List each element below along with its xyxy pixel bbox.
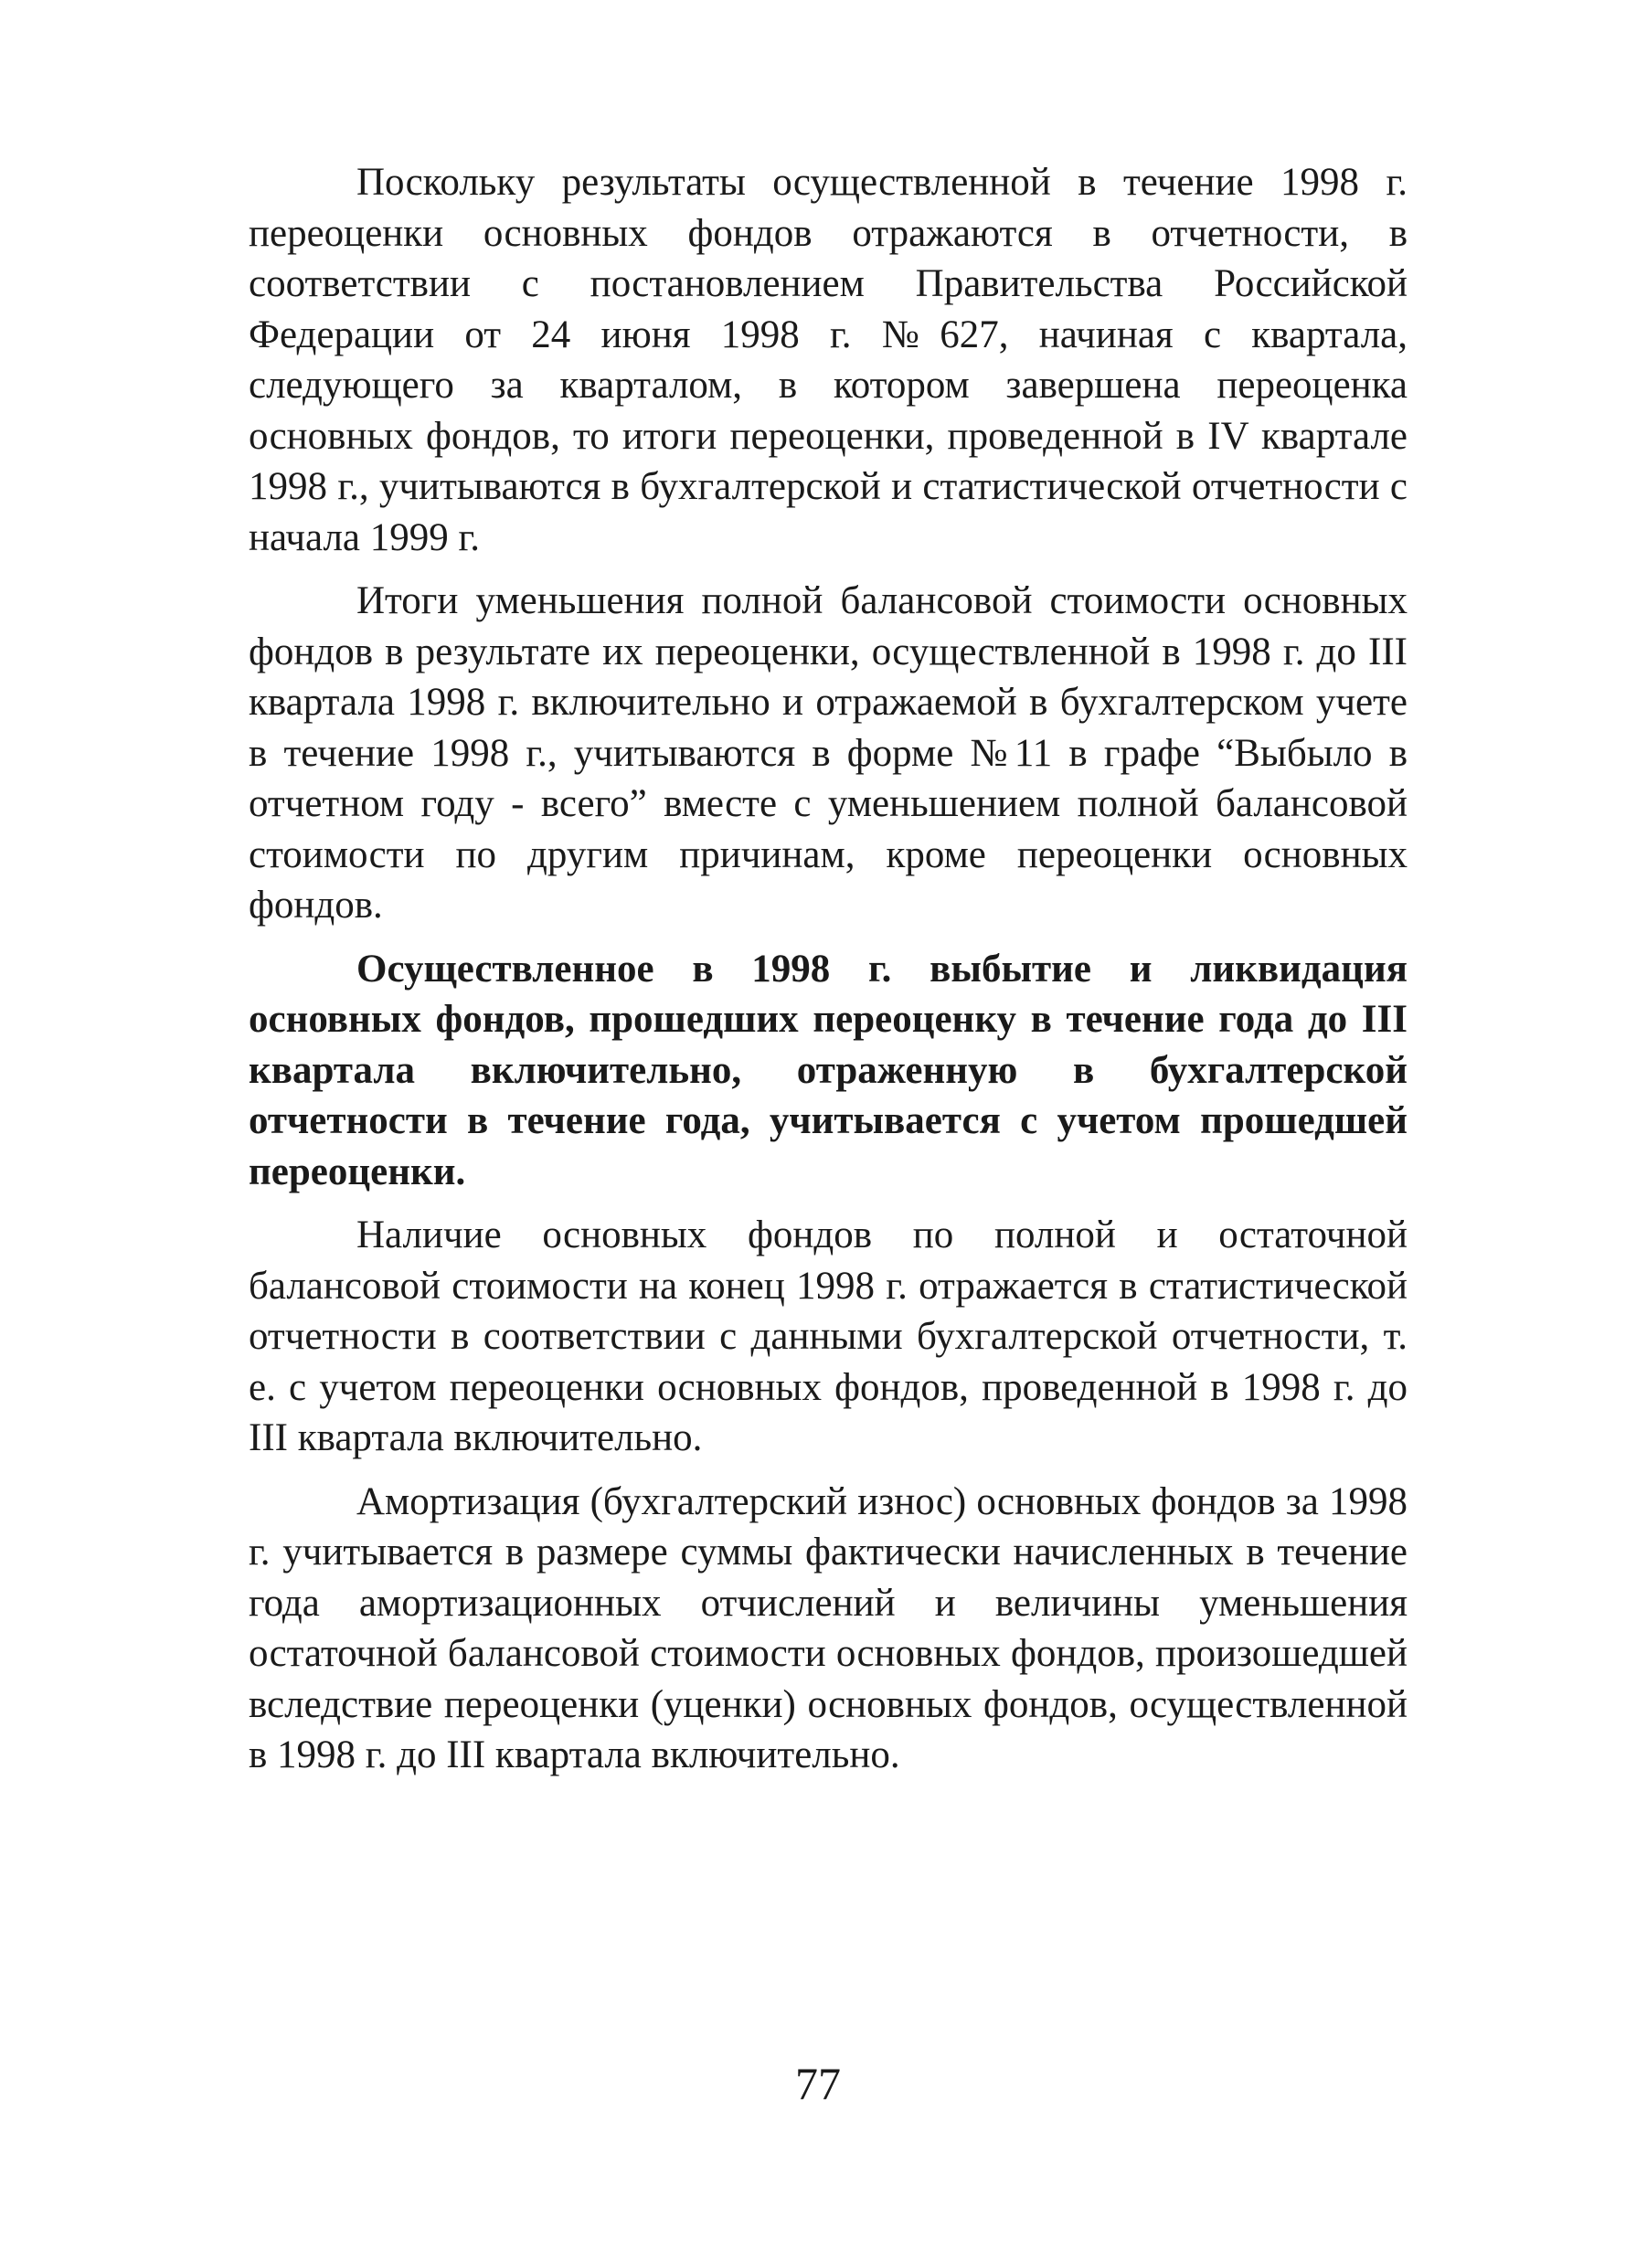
paragraph-revaluation-reporting: Поскольку результаты осуществленной в течение 1998 г. переоценки основных фондов отражаются в отчетности, в соответствии с постановлением Правительства Российской Федерации от 24 июня 1998 г. №627, начиная с квартала, следующего за кварталом, в котором завершена переоценка основных фондов, то итоги переоценки, проведенной в IV квартале 1998 г., учитываются в бухгалтерской и статистической отчетности с начала 1999 г. — [249, 161, 1408, 559]
body-text — [249, 157, 1408, 1794]
paragraph-value-decrease: Итоги уменьшения полной балансовой стоимости основных фондов в результате их переоценки, осуществленной в 1998 г. до III квартала 1998 г. включительно и отражаемой в бухгалтерском учете в течение 1998 г., учитываются в форме №11 в графе “Выбыло в отчетном году - всего” вместе с уменьшением полной балансовой стоимости по другим причинам, кроме переоценки основных фондов. — [249, 579, 1408, 927]
paragraph-fixed-assets-availability: Наличие основных фондов по полной и остаточной балансовой стоимости на конец 1998 г. отражается в статистической отчетности в соответствии с данными бухгалтерской отчетности, т. е. с учетом переоценки основных фондов, проведенной в 1998 г. до III квартала включительно. — [249, 1213, 1408, 1459]
paragraph-depreciation: Амортизация (бухгалтерский износ) основных фондов за 1998 г. учитывается в размере суммы фактически начисленных в течение года амортизационных отчислений и величины уменьшения остаточной балансовой стоимости основных фондов, произошедшей вследствие переоценки (уценки) основных фондов, осуществленной в 1998 г. до III квартала включительно. — [249, 1479, 1408, 1776]
page-number: 77 — [795, 2058, 841, 2109]
paragraph-disposal-liquidation: Осуществленное в 1998 г. выбытие и ликвидация основных фондов, прошедших переоценку в течение года до III квартала включительно, отраженную в бухгалтерской отчетности в течение года, учитывается с учетом прошедшей переоценки. — [249, 947, 1408, 1193]
